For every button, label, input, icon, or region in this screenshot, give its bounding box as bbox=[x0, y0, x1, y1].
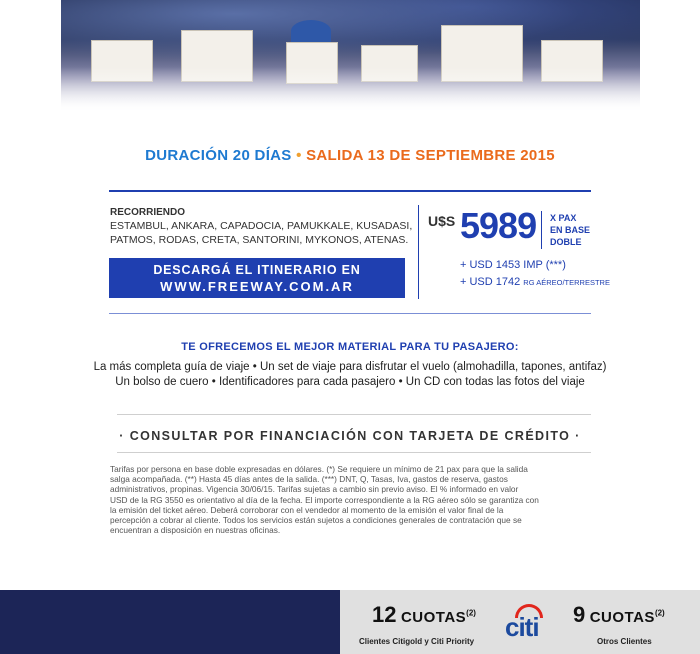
terms-line: encuentran a disposición en nuestras oficinas. bbox=[110, 525, 281, 536]
terms-line: Tarifas por persona en base doble expresadas en dólares. (*) Se requiere un mínimo de 21 pax para que la salida bbox=[110, 464, 528, 474]
download-itinerary-button[interactable] bbox=[109, 258, 405, 298]
installments-12-number: 12 bbox=[372, 602, 397, 627]
separator-dot: • bbox=[296, 147, 302, 164]
terms-line: salga acompañada. (**) Hasta 45 días antes de la salida. (***) DNT, Q, Tasas, Iva, gastos de reserva, gastos bbox=[110, 474, 508, 485]
price-basis-line: EN BASE bbox=[550, 225, 591, 235]
price-divider bbox=[541, 211, 542, 249]
extra-taxes bbox=[460, 259, 566, 271]
offer-line-1: La más completa guía de viaje • Un set de viaje para disfrutar el vuelo (almohadilla, tapones, antifaz) bbox=[93, 361, 607, 373]
installments-12 bbox=[372, 602, 476, 628]
route-line-2: PATMOS, RODAS, CRETA, SANTORINI, MYKONOS, ATENAS. bbox=[110, 234, 409, 246]
divider-top bbox=[109, 190, 591, 192]
divider-middle bbox=[109, 313, 591, 314]
installments-12-word: CUOTAS bbox=[400, 609, 467, 626]
divider-financing-top bbox=[117, 414, 591, 415]
citi-logo bbox=[505, 604, 551, 642]
price-basis-line: DOBLE bbox=[550, 237, 582, 247]
terms-line: USD de la RG 3550 es orientativo al día de la fecha. El importe correspondiente a la RG aéreo sólo se garantiza con bbox=[110, 494, 539, 505]
terms-line: administrativos, propinas. Vigencia 30/06/15. Tarifas sujetas a cambio sin previo aviso. El % informado en valor bbox=[110, 484, 519, 495]
route-line-1: ESTAMBUL, ANKARA, CAPADOCIA, PAMUKKALE, KUSADASI, bbox=[110, 220, 413, 232]
duration-text: DURACIÓN 20 DÍAS bbox=[145, 147, 292, 164]
offer-title: TE OFRECEMOS EL MEJOR MATERIAL PARA TU PASAJERO: bbox=[181, 341, 519, 353]
installments-12-note: (2) bbox=[466, 608, 476, 618]
price-basis bbox=[550, 212, 590, 248]
trip-duration-line bbox=[0, 147, 700, 164]
installments-9-caption: Otros Clientes bbox=[597, 637, 652, 646]
extra-rg bbox=[460, 276, 610, 288]
terms-and-conditions bbox=[110, 464, 592, 535]
installments-9-number: 9 bbox=[573, 602, 586, 627]
vertical-divider bbox=[418, 205, 419, 299]
route-heading: RECORRIENDO bbox=[110, 207, 186, 218]
installments-9-note: (2) bbox=[654, 608, 665, 618]
installments-12-caption: Clientes Citigold y Citi Priority bbox=[359, 637, 475, 646]
installments-9 bbox=[573, 602, 665, 628]
price-currency: U$S bbox=[428, 213, 456, 229]
hero-image-santorini bbox=[61, 0, 640, 112]
offer-line-2: Un bolso de cuero • Identificadores para cada pasajero • Un CD con todas las fotos del viaje bbox=[115, 376, 585, 388]
citi-logo-word: citi bbox=[505, 612, 539, 642]
financing-note: · CONSULTAR POR FINANCIACIÓN CON TARJETA DE CRÉDITO · bbox=[119, 429, 581, 443]
divider-financing-bottom bbox=[117, 452, 591, 453]
extra-rg-small: RG AÉREO/TERRESTRE bbox=[523, 278, 610, 287]
cta-url: WWW.FREEWAY.COM.AR bbox=[160, 279, 354, 294]
cta-line-1: DESCARGÁ EL ITINERARIO EN bbox=[153, 263, 361, 277]
terms-line: la emisión del ticket aéreo. Deberá corroborar con el vendedor al momento de la emisión el valor final de la bbox=[110, 504, 504, 515]
departure-text: SALIDA 13 DE SEPTIEMBRE 2015 bbox=[306, 147, 555, 164]
extra-taxes-text: + USD 1453 IMP (***) bbox=[460, 259, 566, 271]
installments-9-word: CUOTAS bbox=[589, 609, 655, 626]
footer-navy-panel bbox=[0, 590, 340, 654]
extra-rg-text: + USD 1742 bbox=[460, 276, 524, 288]
price-basis-line: X PAX bbox=[550, 213, 577, 223]
terms-line: percepción a cobrar al cliente. Todos los servicios están sujetos a condiciones generales de contratación que se bbox=[110, 515, 522, 526]
price-amount: 5989 bbox=[460, 205, 537, 246]
